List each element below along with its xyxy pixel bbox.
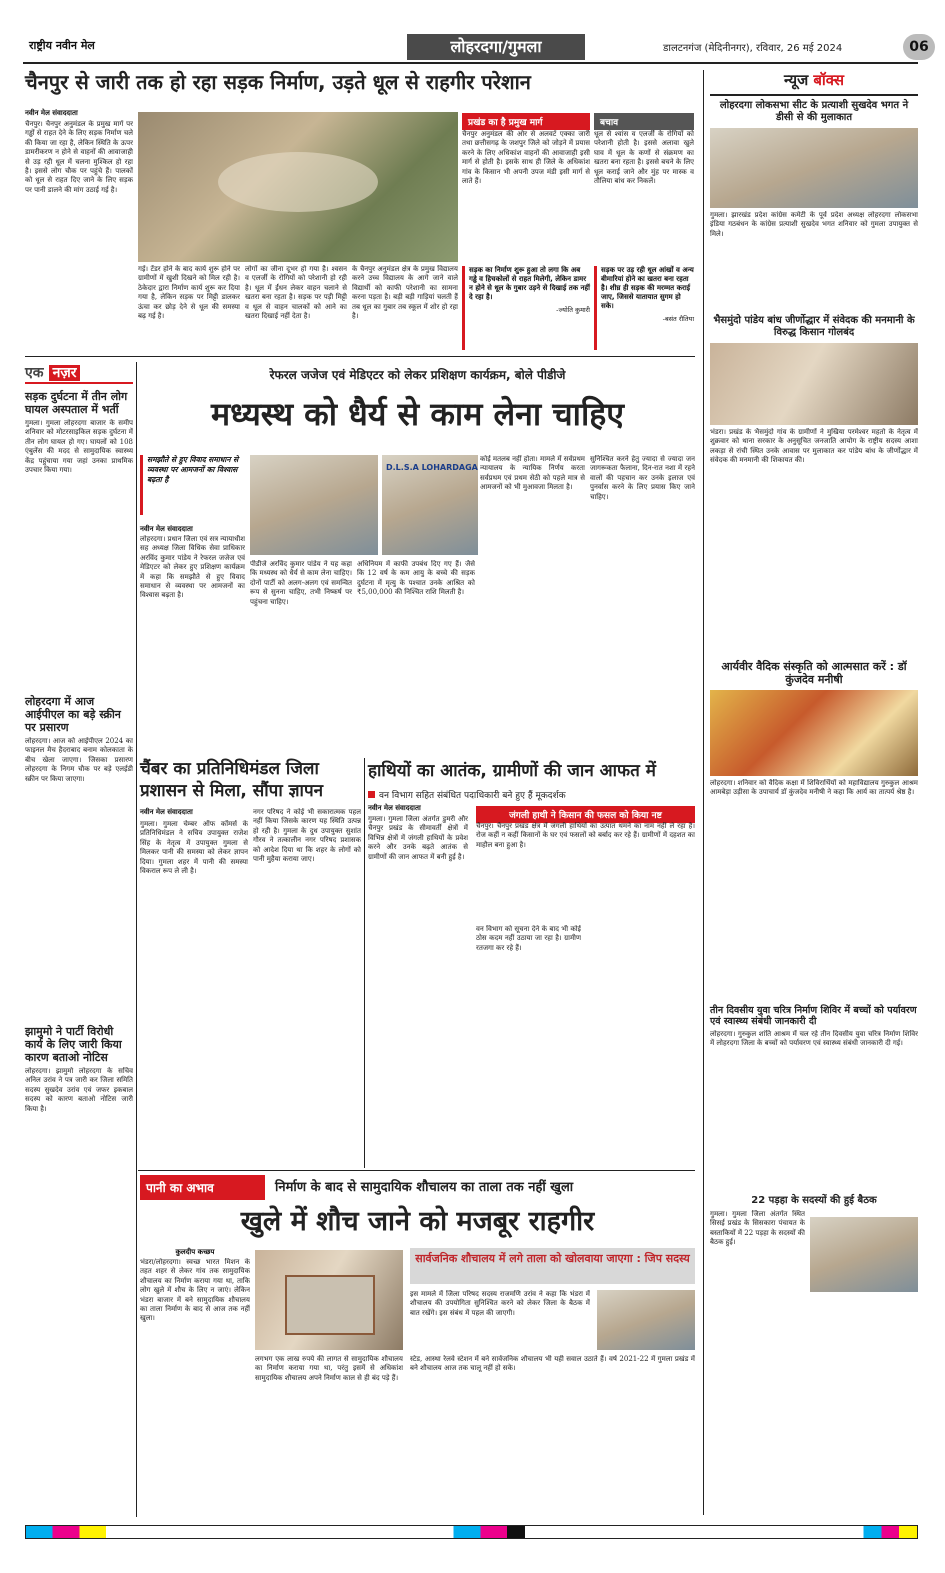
mediation-col-3: अधिनियम में काफी उपबंध दिए गए हैं। जैसे कि 12 वर्ष के कम आयु के बच्चे की सड़क दुर्घटना में मृत्यु के पश्चात उनके आश्रित को ₹5,00,000 की निश्चित राशि मिलती है। bbox=[357, 560, 475, 597]
news-box-photo-3 bbox=[710, 690, 918, 776]
mediation-col-5: सुनिश्चित करने हेतु ज्यादा से ज्यादा जन जागरूकता फैलाना, दिन-रात नशा में रहने वालों की पहचान कर उनके इलाज एवं पुनर्वास करने के लिए प्रयास किए जाने चाहिए। bbox=[590, 455, 695, 501]
news-box-body-1: गुमला। झारखंड प्रदेश कांग्रेस कमेटी के पूर्व प्रदेश अध्यक्ष लोहरदगा लोकसभा इंडिया गठबंधन के कांग्रेस प्रत्याशी सुखदेव भगत शनिवार को गुमला उपायुक्त से मिले। bbox=[710, 211, 918, 238]
ek-nazar-body-1: गुमला। गुमला लोहरदगा बाजार के समीप शनिवार को मोटरसाइकिल सड़क दुर्घटना में तीन लोग घायल हो गए। घायलों को 108 एंबुलेंस की मदद से सामुदायिक स्वास्थ्य केंद्र पहुंचाया गया जहां उनका प्राथमिक उपचार किया गया। bbox=[25, 419, 133, 475]
ek-nazar-item-2 bbox=[25, 695, 133, 875]
ek-nazar-label-a: एक bbox=[25, 365, 44, 381]
ek-nazar-body-3: लोहरदगा। झामुमो लोहरदगा के सचिव अनिल उरांव ने पत्र जारी कर जिला समिति सदस्य सुखदेव उरांव एवं जफर इकबाल सदस्य को कारण बताओ नोटिस जारी किया है। bbox=[25, 1067, 133, 1113]
safety-label: बचाव bbox=[594, 113, 694, 130]
elephant-kicker bbox=[368, 788, 695, 801]
divider-toilet-top bbox=[138, 1170, 695, 1171]
mediation-col-4: कोई मतलब नहीं होता। मामले में सर्वप्रथम न्यायालय के न्यायिक निर्णय करता सर्वप्रथम एवं प्रथम सेठी को पहले मात्र से आमजनों को भी मुआवजा मिलता है। bbox=[480, 455, 585, 492]
ek-nazar-head-1: सड़क दुर्घटना में तीन लोग घायल अस्पताल में भर्ती bbox=[25, 390, 128, 416]
toilet-headline: खुले में शौच जाने को मजबूर राहगीर bbox=[240, 1206, 595, 1237]
news-box-title-b: बॉक्स bbox=[813, 71, 845, 89]
kicker-bullet-icon bbox=[368, 791, 375, 798]
lead-headline: चैनपुर से जारी तक हो रहा सड़क निर्माण, उड़ते धूल से राहगीर परेशान bbox=[25, 70, 531, 94]
news-box-item-2 bbox=[710, 315, 918, 660]
ek-nazar-item-3 bbox=[25, 1025, 133, 1205]
color-registration-bar bbox=[25, 1525, 918, 1539]
news-box-photo-1 bbox=[710, 128, 918, 208]
dateline: डालटनगंज (मेदिनीनगर), रविवार, 26 मई 2024 bbox=[663, 43, 843, 54]
ek-nazar-item-1 bbox=[25, 390, 133, 690]
news-box-head-4: तीन दिवसीय युवा चरित्र निर्माण शिविर में बच्चों को पर्यावरण एवं स्वास्थ्य संबंधी जानकारी दी bbox=[710, 1005, 917, 1027]
lead-col-3: लोगों का जीना दूभर हो गया है। श्वसन व एलर्जी के रोगियों को परेशानी हो रही है। धूल में ईंधन लेकर वाहन चलाने से खतरा बना रहता है। सड़क पर पड़ी मिट्टी व धूल से वाहन चालकों को आने का खतरा दिखाई नहीं देता है। bbox=[245, 265, 347, 321]
news-box-item-1 bbox=[710, 100, 918, 310]
toilet-col-1: भंडरा/लोहरदगा। स्वच्छ भारत मिशन के तहत शहर से लेकर गांव तक सामुदायिक शौचालय का निर्माण कराया गया था, ताकि लोग खुले में शौच के लिए न जाएं। लेकिन भंडरा बाजार में बने सामुदायिक शौचालय का ताला निर्माण के बाद से आज तक नहीं खुला। bbox=[140, 1258, 250, 1323]
lead-col-6: धूल से श्वांस व एलर्जी के रोगियों को परेशानी होती है। इससे अलावा खुले घाव में धूल के कणों से संक्रमण का खतरा बना रहता है। इससे बचने के लिए धूल कराई जाने और मुंह पर मास्क व तौलिया बांध कर निकलें। bbox=[594, 130, 694, 186]
news-box-body-5: गुमला। गुमला जिला अंतर्गत स्थित सिसई प्रखंड के सिसकारा पंचायत के बस्ताकियों में 22 पड़हा के सदस्यों की बैठक हुई। bbox=[710, 1210, 805, 1247]
divider-right-column bbox=[703, 70, 704, 1515]
dlsa-banner: D.L.S.A LOHARDAGA bbox=[386, 463, 478, 472]
mediation-col-2: पीडीजे अरविंद कुमार पांडेय ने यह कहा कि मध्यस्थ को धैर्य से काम लेना चाहिए। दोनों पार्टी को अलग-अलग एवं समन्वित रूप से सुनना चाहिए, तभी निष्कर्ष पर पहुंचना चाहिए। bbox=[250, 560, 352, 606]
toilet-subhead: सार्वजनिक शौचालय में लगे ताला को खोलवाया जाएगा : जिप सदस्य bbox=[410, 1248, 695, 1284]
toilet-col-3: इस मामले में जिला परिषद सदस्य राजमणि उरांव ने कहा कि भंडरा में शौचालय की उपयोगिता सुनिश्चित करने को लेकर जिला के बैठक में बात रखेंगे। इस संबंध में पहल की जाएगी। bbox=[410, 1290, 590, 1317]
news-box-head-5: 22 पड़हा के सदस्यों की हुई बैठक bbox=[751, 1195, 877, 1206]
mediation-col-1: लोहरदगा। प्रधान जिला एवं सत्र न्यायाधीश सह अध्यक्ष जिला विधिक सेवा प्राधिकार अरविंद कुमार पांडेय ने रेफरल जजेज एवं मेडिएटर को लेकर हुए प्रशिक्षण कार्यक्रम में कहा कि समझौते से हुए विवाद समाधान से व्यवस्था पर आमजनों का विश्वास बढ़ता है। bbox=[140, 535, 245, 600]
news-box-title-a: न्यूज bbox=[783, 71, 809, 89]
quote-2-text: सड़क पर उड़ रही धूल आंखों व अन्य बीमारियां होने का खतरा बना रहता है। शीघ्र ही सड़क की मरम्मत कराई जाए, जिससे यातायात सुगम हो सके। bbox=[601, 266, 694, 310]
mediation-photo-2 bbox=[382, 455, 478, 555]
quote-1-author: -ज्योति कुमारी bbox=[556, 306, 590, 314]
road-construction-photo bbox=[138, 112, 458, 262]
mediation-kicker: रेफरल जजेज एवं मेडिएटर को लेकर प्रशिक्षण कार्यक्रम, बोले पीडीजे bbox=[269, 368, 566, 382]
delegation-col-2: नगर परिषद ने कोई भी सकारात्मक पहल नहीं किया जिसके कारण यह स्थिति उत्पन्न हो रही है। गुमला के दुध उपायुक्त सुशांत गौरव ने तत्कालीन नगर परिषद प्रशासक को आदेश दिया था कि शहर के लोगों को पानी मुहैया कराया जाए। bbox=[253, 808, 361, 864]
masthead-bar bbox=[23, 30, 929, 64]
elephant-headline: हाथियों का आतंक, ग्रामीणों की जान आफत में bbox=[368, 761, 656, 781]
quote-2-author: -बसंत रौतिया bbox=[662, 315, 694, 323]
news-box-header bbox=[710, 70, 918, 96]
divider-delegation-elephant bbox=[364, 758, 365, 1168]
ek-nazar-head-2: लोहरदगा में आज आईपीएल का बड़े स्क्रीन पर प्रसारण bbox=[25, 695, 121, 734]
ek-nazar-body-2: लोहरदगा। आज को आईपीएल 2024 का फाइनल मैच हैदराबाद बनाम कोलकाता के बीच खेला जाएगा। जिसका प्रसारण लोहरदगा के निगम चौक पर बड़े एलईडी स्क्रीन पर किया जाएगा। bbox=[25, 737, 133, 783]
lead-col-1: चैनपुर। चैनपुर अनुमंडल के प्रमुख मार्ग पर गड्ढों से राहत देने के लिए सड़क निर्माण चले की किया जा रहा है, लेकिन स्थिति के ऊपर डामरीकरण न होने से वाहनों की आवाजाही से उड़ रही धूल में चलना मुश्किल हो रहा है। इससे लोग चौक पर पहुंचे हैं। पालकों को धूल से राहत दिए जाने के लिए सड़क पर पानी डालने की मांग उठाई गई है। bbox=[25, 120, 133, 194]
page-number: 06 bbox=[903, 34, 935, 60]
divider-lead-bottom bbox=[25, 356, 695, 357]
mediation-headline: मध्यस्थ को धैर्य से काम लेना चाहिए bbox=[211, 395, 624, 433]
news-box-photo-5 bbox=[810, 1217, 918, 1292]
divider-left-column bbox=[136, 362, 137, 1517]
section-tab: लोहरदगा/गुमला bbox=[407, 34, 585, 60]
elephant-subhead: जंगली हाथी ने किसान की फसल को किया नष्ट bbox=[476, 806, 695, 823]
dust-cloud bbox=[218, 152, 378, 212]
toilet-col-4: स्टेड, आस्था रेलवे स्टेशन में बने सार्वजनिक शौचालय भी यही सवाल उठाते हैं। वर्ष 2021-22 में गुमला प्रखंड में बने शौचालय आज तक चालू नहीं हो सके। bbox=[410, 1355, 695, 1373]
news-box-item-4 bbox=[710, 1005, 918, 1195]
lead-col-2: गई। टेंडर होने के बाद कार्य शुरू होने पर ग्रामीणों में खुशी दिखने को मिल रही है। ठेकेदार द्वारा निर्माण कार्य शुरू कर दिया गया है, लेकिन सड़क पर मिट्टी डालकर ऊंचा कर छोड़ देने से धूल की समस्या बढ़ गई है। bbox=[138, 265, 240, 321]
mediation-byline: नवीन मेल संवाददाता bbox=[140, 525, 193, 533]
toilet-byline: कुलदीप कच्छप bbox=[175, 1248, 215, 1256]
mediation-photo-1 bbox=[250, 455, 378, 555]
elephant-col-2: चैनपुर। चैनपुर प्रखंड क्षेत्र में जंगली हाथियों का उत्पात थमने का नाम नहीं ले रहा है। रोज कहीं न कहीं किसानों के घर एवं फसलों को बर्बाद कर रहे हैं। ग्रामीणों में दहशत का माहौल बना हुआ है। bbox=[476, 822, 695, 849]
elephant-kicker-text: वन विभाग सहित संबंधित पदाधिकारी बने हुए हैं मूकदर्शक bbox=[379, 791, 566, 801]
mediation-pullquote: समझौते से हुए विवाद समाधान से व्यवस्था पर आमजनों का विश्वास बढ़ता है bbox=[140, 455, 245, 515]
news-box-body-4: लोहरदगा। गुरुकुल शांति आश्रम में चल रहे तीन दिवसीय युवा चरित्र निर्माण शिविर में लोहरदगा जिला के बच्चों को पर्यावरण एवं स्वास्थ्य संबंधी जानकारी दी गई। bbox=[710, 1030, 918, 1048]
elephant-col-1: गुमला। गुमला जिला अंतर्गत डुमरी और चैनपुर प्रखंड के सीमावर्ती क्षेत्रों में विभिन्न क्षेत्रों में जंगली हाथियों के प्रवेश करने और उनके बढ़ते आतंक से ग्रामीणों की जान आफत में बनी हुई है। bbox=[368, 815, 468, 861]
elephant-col-3: वन विभाग को सूचना देने के बाद भी कोई ठोस कदम नहीं उठाया जा रहा है। ग्रामीण रतजगा कर रहे हैं। bbox=[476, 925, 581, 952]
masthead-logo: राष्ट्रीय नवीन मेल bbox=[29, 39, 95, 52]
lead-col-4: के चैनपुर अनुमंडल क्षेत्र के प्रमुख विद्यालय करने उच्च विद्यालय के आगे जाने वाले विद्यार्थी को काफी परेशानी का सामना करना पड़ता है। बड़ी बड़ी गाड़ियां चलती हैं तब धूल का गुबार तब स्कूल में शोर हो रहा है। bbox=[352, 265, 458, 321]
lead-col-5: चैनपुर अनुमंडल की ओर से अलवर्ट एक्का जारी तथा छत्तीसगढ़ के जशपुर जिले को जोड़ने में प्रयास करने के लिए अधिकांश वाहनों की आवाजाही इसी मार्ग से होती है। इसके साथ ही जिले के अधिकांश गांव के किसान भी अपनी उपज मंडी इसी मार्ग से लाते हैं। bbox=[462, 130, 590, 186]
quote-1-text: सड़क का निर्माण शुरू हुआ तो लगा कि अब गड्ढे व हिचकोलों से राहत मिलेगी, लेकिन डामर न होने से धूल के गुबार उड़ने से दिखाई तक नहीं दे रहा है। bbox=[469, 266, 590, 301]
toilet-label: पानी का अभाव bbox=[140, 1175, 265, 1200]
quote-box-1 bbox=[462, 266, 590, 350]
delegation-col-1: गुमला। गुमला चेम्बर ऑफ कॉमर्स के प्रतिनिधिमंडल ने सचिव उपायुक्त राजेश सिंह के नेतृत्व में उपायुक्त गुमला से मिलकर पानी की समस्या को लेकर ज्ञापन दिया। गुमला शहर में पानी की समस्या विकराल रूप ले ली है। bbox=[140, 820, 248, 876]
news-box-body-2: भंडरा। प्रखंड के भैसमुंदो गांव के ग्रामीणों ने मुखिया परमेश्वर महतो के नेतृत्व में शुक्रवार को थाना सरकार के अनुसूचित जनजाति आयोग के राष्ट्रीय सदस्य आशा लकड़ा से रांची स्थित उनके आवास पर मुलाकात कर पांडेय बांध के जीर्णोद्धार में संवेदक की मनमानी की शिकायत की। bbox=[710, 428, 918, 465]
main-road-label: प्रखंड का है प्रमुख मार्ग bbox=[462, 113, 590, 130]
quote-box-2 bbox=[594, 266, 694, 350]
toilet-building bbox=[285, 1275, 375, 1335]
delegation-headline: चैंबर का प्रतिनिधिमंडल जिला प्रशासन से मिला, सौंपा ज्ञापन bbox=[140, 759, 324, 801]
toilet-col-2: लगभग एक लाख रुपये की लागत से सामुदायिक शौचालय का निर्माण कराया गया था, परंतु इसमें से अधिकांश सामुदायिक शौचालय अपने निर्माण काल से ही बंद पड़े हैं। bbox=[255, 1355, 403, 1382]
news-box-item-3 bbox=[710, 660, 918, 1005]
ek-nazar-header bbox=[25, 362, 133, 384]
news-box-head-1: लोहरदगा लोकसभा सीट के प्रत्याशी सुखदेव भगत ने डीसी से की मुलाकात bbox=[719, 100, 909, 123]
toilet-photo bbox=[255, 1250, 403, 1350]
news-box-body-3: लोहरदगा। शनिवार को वैदिक कक्षा में शिविरार्थियों को महाविद्यालय गुरुकुल आश्रम आमबेड़ा उड़ीसा के उपाचार्य डॉ कुंजदेव मनीषी ने कहा कि आर्य का तात्पर्य श्रेष्ठ है। bbox=[710, 779, 918, 797]
ek-nazar-head-3: झामुमो ने पार्टी विरोधी कार्य के लिए जारी किया कारण बताओ नोटिस bbox=[25, 1025, 122, 1064]
news-box-photo-2 bbox=[710, 343, 918, 425]
elephant-byline: नवीन मेल संवाददाता bbox=[368, 804, 421, 812]
delegation-byline: नवीन मेल संवाददाता bbox=[140, 808, 193, 816]
lead-byline: नवीन मेल संवाददाता bbox=[25, 109, 78, 117]
ek-nazar-label-b: नज़र bbox=[49, 365, 81, 381]
news-box-head-3: आर्यवीर वैदिक संस्कृति को आत्मसात करें : डॉ कुंजदेव मनीषी bbox=[721, 660, 907, 686]
news-box-head-2: भैसमुंदो पांडेय बांध जीर्णोद्धार में संवेदक की मनमानी के विरुद्ध किसान गोलबंद bbox=[713, 315, 915, 338]
zp-member-photo bbox=[597, 1290, 695, 1350]
news-box-item-5 bbox=[710, 1195, 918, 1515]
toilet-kicker: निर्माण के बाद से सामुदायिक शौचालय का ताला तक नहीं खुला bbox=[275, 1180, 574, 1195]
